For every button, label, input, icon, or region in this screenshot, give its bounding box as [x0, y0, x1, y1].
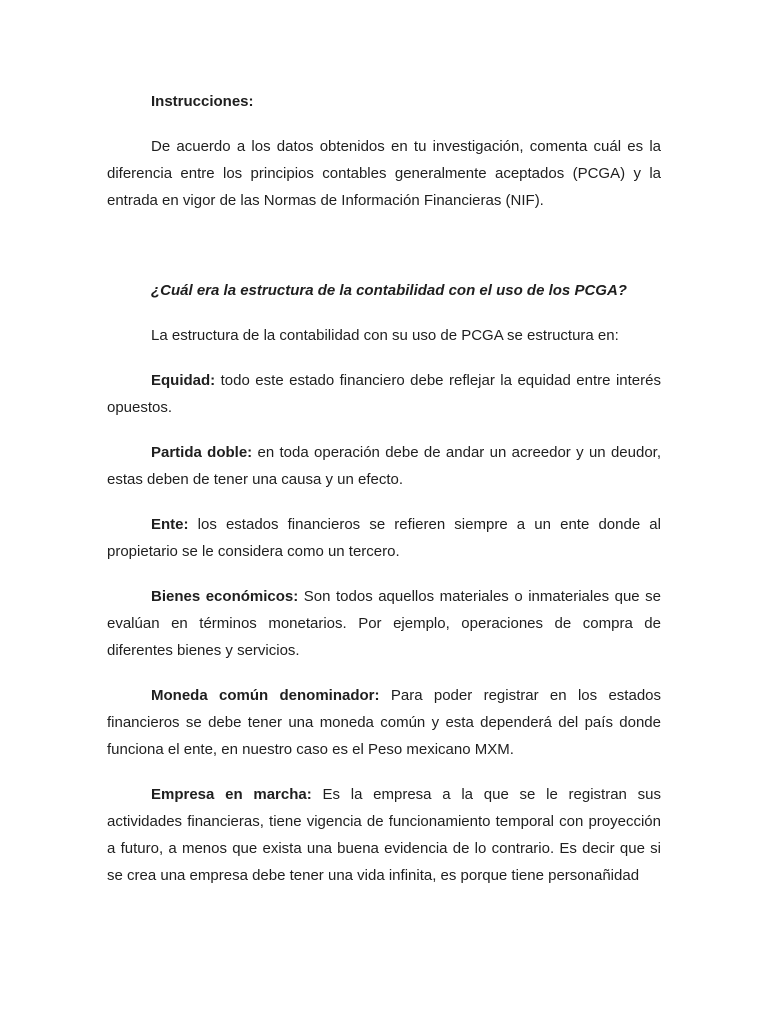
definition-term: Empresa en marcha: [151, 786, 312, 803]
definition-text: todo este estado financiero debe reflejar la equidad entre interés opuestos. [107, 372, 661, 416]
definition-term: Partida doble: [151, 444, 253, 461]
instructions-heading: Instrucciones: [151, 93, 254, 110]
spacer [107, 664, 661, 682]
definition-term: Moneda común denominador: [151, 687, 380, 704]
spacer [107, 421, 661, 439]
definition-paragraph-moneda-comun [107, 682, 661, 763]
definition-paragraph-ente [107, 511, 661, 565]
definition-paragraph-partida-doble [107, 439, 661, 493]
definition-text: en toda operación debe de andar un acreedor y un deudor, estas deben de tener una causa y un efecto. [107, 444, 661, 488]
definition-term: Ente: [151, 516, 189, 533]
spacer [107, 214, 661, 277]
definition-paragraph-equidad [107, 367, 661, 421]
definition-text: Es la empresa a la que se le registran sus actividades financieras, tiene vigencia de funcionamiento temporal con proyección a futuro, a menos que exista una buena evidencia de lo contrario. Es decir que si se crea una empresa debe tener una vida infinita, es porque tiene personañidad [107, 786, 661, 884]
section-intro: La estructura de la contabilidad con su uso de PCGA se estructura en: [151, 327, 619, 344]
definition-paragraph-empresa-en-marcha [107, 781, 661, 889]
spacer [107, 493, 661, 511]
spacer [107, 349, 661, 367]
definition-paragraph-bienes-economicos [107, 583, 661, 664]
definition-text: Son todos aquellos materiales o inmateriales que se evalúan en términos monetarios. Por ejemplo, operaciones de compra de diferentes bienes y servicios. [107, 588, 661, 659]
document-page [107, 88, 661, 889]
definition-text: Para poder registrar en los estados financieros se debe tener una moneda común y esta dependerá del país donde funciona el ente, en nuestro caso es el Peso mexicano MXM. [107, 687, 661, 758]
spacer [107, 763, 661, 781]
section-question: ¿Cuál era la estructura de la contabilidad con el uso de los PCGA? [151, 282, 627, 299]
definition-term: Equidad: [151, 372, 216, 389]
spacer [107, 304, 661, 322]
definition-term: Bienes económicos: [151, 588, 299, 605]
definition-text: los estados financieros se refieren siempre a un ente donde al propietario se le considera como un tercero. [107, 516, 661, 560]
spacer [107, 115, 661, 133]
instructions-text: De acuerdo a los datos obtenidos en tu investigación, comenta cuál es la diferencia entre los principios contables generalmente aceptados (PCGA) y la entrada en vigor de las Normas de Información Financieras (NIF). [107, 138, 661, 209]
spacer [107, 565, 661, 583]
